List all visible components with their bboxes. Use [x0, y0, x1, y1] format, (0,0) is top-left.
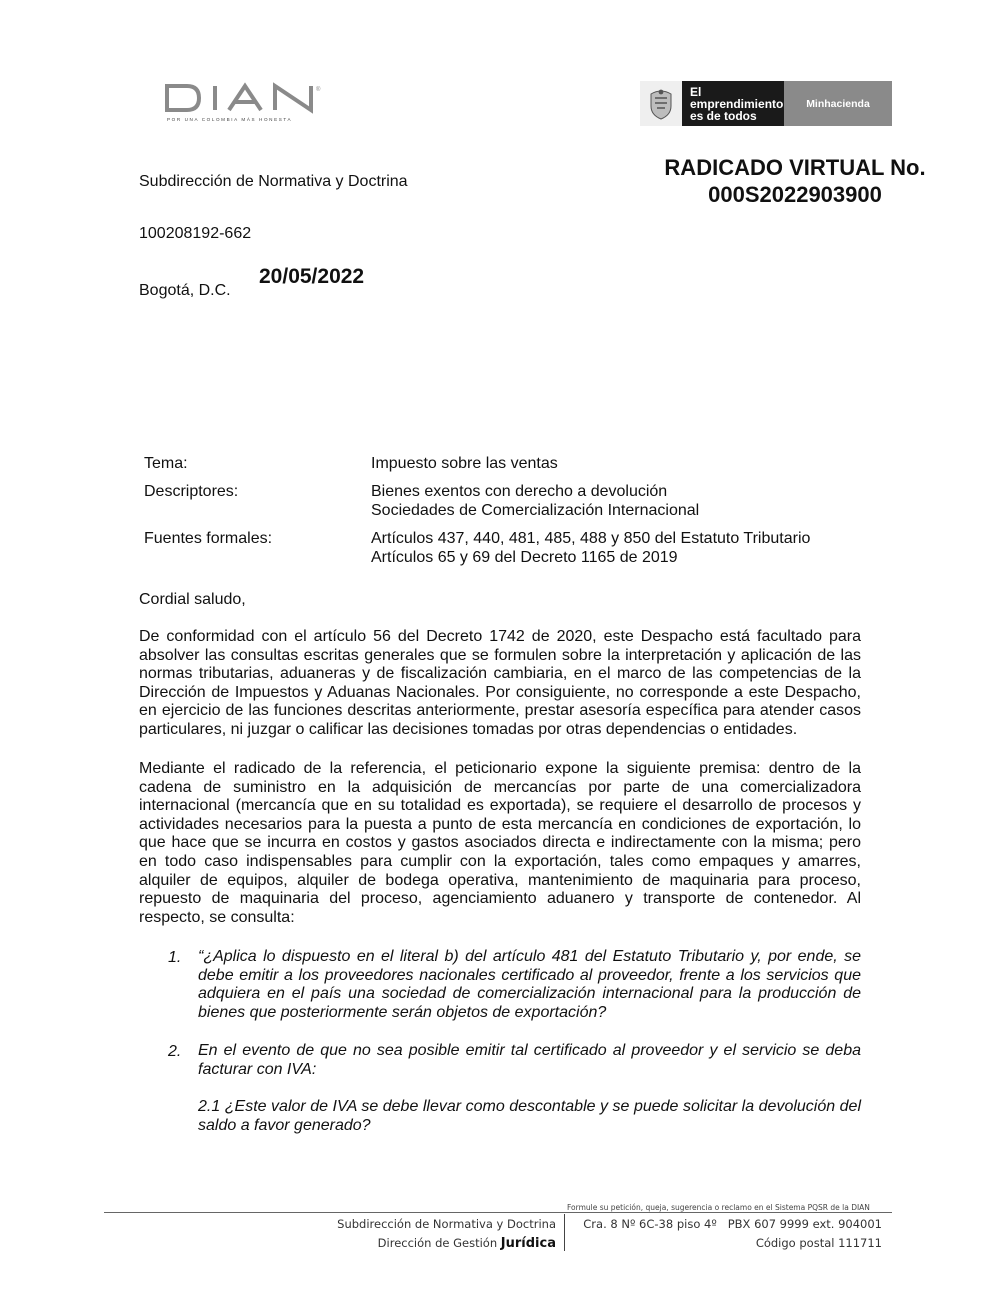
question-2-number: 2. [168, 1043, 182, 1060]
footer-divider [104, 1212, 892, 1213]
fuentes-row [144, 529, 810, 567]
tema-label: Tema: [144, 455, 188, 472]
dian-tagline: POR UNA COLOMBIA MÁS HONESTA [167, 117, 293, 122]
reference-number: 100208192-662 [139, 225, 252, 242]
radicado-line1: RADICADO VIRTUAL No. [664, 155, 926, 180]
paragraph-2: Mediante el radicado de la referencia, el peticionario expone la siguiente premisa: dentro de la cadena de suministro en la adquisición de mercancías por parte de una comercializadora internacional (mercancía que en su totalidad es exportada), se requiere el desarrollo de procesos y actividades necesarios para la puesta a punto de esta mercancía en condiciones de exportación, lo que hace que se incurra en costos y gastos asociados directa e indirectamente con la misma; pero en todo caso indispensables para cumplir con la exportación, tales como empaques y amarres, alquiler de equipos, alquiler de bodega operativa, mantenimiento de maquinaria para proceso, repuesto de maquinaria del proceso, agenciamiento aduanero y transporte de contenedor. Al respecto, se consulta: [139, 760, 861, 926]
radicado-line2: 000S2022903900 [708, 182, 882, 207]
descriptores-value-1: Bienes exentos con derecho a devolución [371, 483, 668, 500]
descriptores-label: Descriptores: [144, 483, 239, 500]
fuentes-label: Fuentes formales: [144, 530, 273, 547]
tema-value: Impuesto sobre las ventas [371, 455, 558, 472]
question-2-text: En el evento de que no sea posible emitir tal certificado al proveedor y el servicio se deba facturar con IVA: [198, 1042, 861, 1078]
gov-slogan-line1: El emprendimiento [690, 84, 784, 111]
footer-address-line2: Código postal 111711 [755, 1236, 882, 1250]
document-date: 20/05/2022 [259, 265, 365, 288]
question-1-number: 1. [168, 949, 182, 966]
question-2-1-text: 2.1 ¿Este valor de IVA se debe llevar como descontable y se puede solicitar la devolución del saldo a favor generado? [198, 1098, 861, 1134]
descriptores-value-2: Sociedades de Comercialización Internacional [371, 502, 700, 519]
descriptores-row [144, 482, 810, 529]
coat-of-arms-icon [640, 81, 682, 126]
footer-office-prefix: Dirección de Gestión [377, 1236, 501, 1250]
dian-logo [163, 82, 328, 130]
metadata-table [144, 454, 810, 567]
footer-address-line1: Cra. 8 Nº 6C-38 piso 4º PBX 607 9999 ext. 904001 [583, 1217, 882, 1231]
fuentes-value-1: Artículos 437, 440, 481, 485, 488 y 850 del Estatuto Tributario [371, 530, 811, 547]
city: Bogotá, D.C. [139, 282, 231, 299]
government-logo [640, 81, 892, 126]
tema-row [144, 454, 810, 482]
gov-slogan-line2: es de todos [690, 108, 757, 123]
dian-logo-wordmark [163, 82, 325, 114]
footer-vertical-divider [564, 1214, 565, 1251]
greeting: Cordial saludo, [139, 591, 246, 608]
footer-office-line2 [250, 1234, 556, 1253]
footer-office-line1: Subdirección de Normativa y Doctrina [337, 1217, 556, 1231]
radicado-number [640, 154, 950, 208]
svg-text:®: ® [316, 87, 321, 93]
gov-ministry: Minhacienda [784, 81, 892, 126]
question-1-text: “¿Aplica lo dispuesto en el literal b) del artículo 481 del Estatuto Tributario y, por ende, se debe emitir a los proveedores nacionales certificado al proveedor, frente a los servicios que adquiera en el país una sociedad de comercialización internacional para la producción de bienes que posteriormente serán objetos de exportación? [198, 948, 861, 1021]
footer-note: Formule su petición, queja, sugerencia o reclamo en el Sistema PQSR de la DIAN [567, 1203, 870, 1212]
footer-office-bold: Jurídica [500, 1236, 556, 1251]
paragraph-1: De conformidad con el artículo 56 del Decreto 1742 de 2020, este Despacho está facultado para absolver las consultas escritas generales que se formulen sobre la interpretación y aplicación de las normas tributarias, aduaneras y de fiscalización cambiaria, en el marco de las competencias de la Dirección de Impuestos y Aduanas Nacionales. Por consiguiente, no corresponde a este Despacho, en ejercicio de las funciones descritas anteriormente, prestar asesoría específica para atender casos particulares, ni juzgar o calificar las decisiones tomadas por otras dependencias o entidades. [139, 628, 861, 738]
footer-office [250, 1215, 556, 1253]
sender-office: Subdirección de Normativa y Doctrina [139, 173, 408, 190]
fuentes-value-2: Artículos 65 y 69 del Decreto 1165 de 2019 [371, 549, 678, 566]
footer-address [570, 1215, 882, 1253]
gov-slogan [682, 81, 784, 126]
